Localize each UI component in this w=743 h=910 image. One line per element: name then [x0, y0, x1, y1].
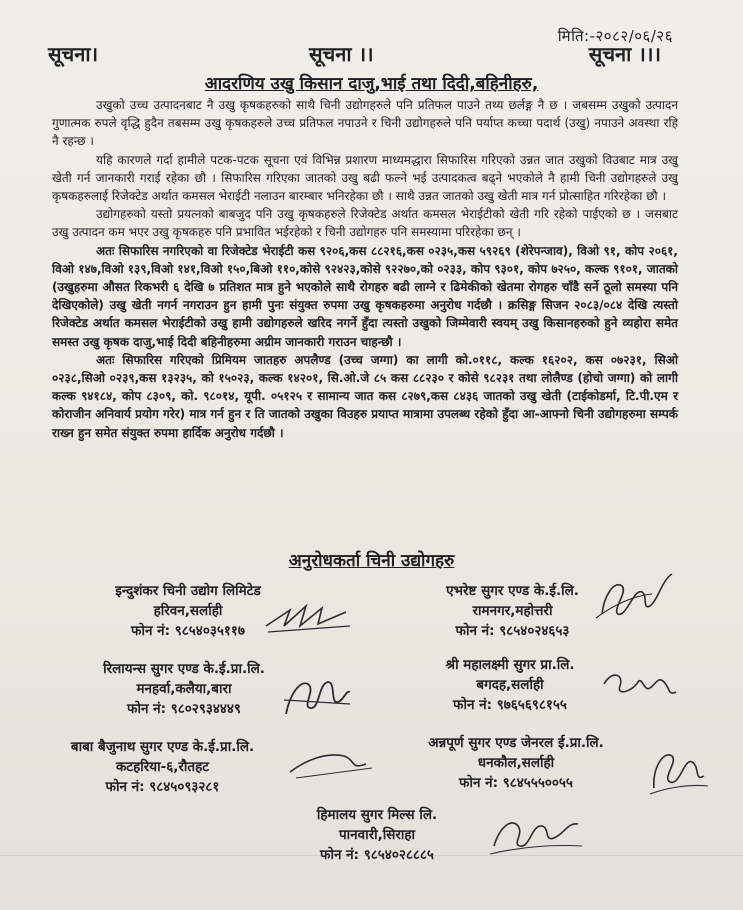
signature-induishankar: [262, 596, 354, 636]
company-phone: फोन नं: ९८५४०२४६५३: [455, 623, 570, 639]
company-address: मनहर्वा,कलैया,बारा: [136, 681, 232, 697]
company-address: हरिवन,सर्लाही: [153, 603, 223, 619]
paragraph-5-recommended-varieties: अतः सिफारिस गरिएको प्रिमियम जातहरु अपलैण्ड (उच्च जग्गा) का लागी को.०११८, कल्क १६२०२, कस ०७२३१, सिओ ०२३८,सिओ ०२३९,कस १३२३५, को १५०२३, कल्क १४२०१, सि.ओ.जे ८५ कस ८८२३० र कोसे ९८२३१ तथा लोलैण्ड (होचो जग्गा) को लागी कल्क ९४१८४, कोप ८३०९, को. ९८०१४, यूपी. ०५१२५ र सामान्य जात कस ८२७९,कस ८४३६ जातको उखु खेती (टाईकोडर्मा, टि.पी.एम र कोराजीन अनिवार्य प्रयोग गरेर) मात्र गर्न हुन र ति जातको उखुका विउहरु प्रयाप्त मात्रामा उपलब्ध रहेको हुँदा आ-आफ्नो चिनी उद्योगहरुमा सम्पर्क राख्न हुन समेत संयुक्त रुपमा हार्दिक अनुरोध गर्दछौ ।: [52, 352, 678, 440]
company-phone: फोन नं: ९८४५५५००५५: [459, 775, 573, 791]
signature-baba-baijunath: [286, 742, 376, 782]
company-block: [392, 733, 640, 793]
notice-heading-right: सूचना ।।।: [588, 42, 661, 66]
company-address: धनकौल,सर्लाही: [477, 755, 555, 771]
signature-reliance: [280, 670, 354, 720]
paragraph-2: यहि कारणले गर्दा हामीले पटक-पटक सूचना एवं विभिन्न प्रशारण माध्यमद्धारा सिफारिस गरिएको उन्नत जात उखुको विउबाट मात्र उखु खेती गर्न जानकारी गराई रहेका छौ । सिफारिस गरिएका जातको उखु बढी फल्ने भई उत्पादकत्व बढ्ने भएकोले नै हामी चिनी उद्योगहरुले उखु कृषकहरुलाई रिजेक्टेड अर्थात कमसल भेराईटी नलाउन बारम्बार भनिरहेका छौ । साथै उन्नत जातको उखु खेती मात्र गर्न प्रोत्साहित गरिरहेका छौ ।: [52, 152, 678, 204]
company-block: [405, 581, 620, 641]
company-address: बगदह,सर्लाही: [476, 677, 544, 693]
company-name: हिमालय सुगर मिल्स लि.: [316, 807, 438, 823]
company-address: पानवारी,सिराहा: [338, 827, 416, 843]
company-name: इन्दुशंकर चिनी उद्योग लिमिटेड: [115, 583, 261, 599]
company-address: कटहरिया-६,रौतहट: [115, 759, 210, 775]
company-name: अन्नपूर्ण सुगर एण्ड जेनरल ई.प्रा.लि.: [428, 735, 604, 751]
paragraph-3: उद्योगहरुको यस्तो प्रयत्नको बाबजुद पनि उखु कृषकहरुले रिजेक्टेड अर्थात कमसल भेराईटीको खेती गरि रहेको पाईएको छ । जसबाट उखु उत्पादन कम भएर उखु कृषकहरु पनि प्रभावित भईरहेको र चिनी उद्योगहरु पनि समस्यामा परिरहेका छन् ।: [52, 207, 678, 240]
paper-fold-line: [0, 855, 743, 856]
signature-himalaya: [486, 808, 586, 858]
salutation-headline: आदरणिय उखु किसान दाजु,भाई तथा दिदी,बहिनीहरु,: [204, 74, 539, 94]
signature-mahalaxmi: [598, 662, 680, 704]
company-phone: फोन नं: ९८५४०२८८८५: [320, 847, 434, 863]
company-name: रिलायन्स सुगर एण्ड के.ई.प्रा.लि.: [103, 661, 265, 677]
signature-everest: [592, 566, 678, 624]
paragraph-1: उखुको उच्च उत्पादनबाट नै उखु कृषकहरुको साथै चिनी उद्योगहरुले पनि प्रतिफल पाउने तथ्य छर्लङ्ग नै छ । जबसम्म उखुको उत्पादन गुणात्मक रुपले वृद्धि हुदैन तबसम्म उखु कृषकहरुले उच्च प्रतिफल नपाउने र चिनी उद्योगहरुले पनि पर्याप्त कच्चा पदार्थ (उखु) नपाउने अवस्था रहि नै रहन्छ ।: [52, 98, 678, 149]
notice-heading-left: सूचना।: [48, 42, 99, 66]
paragraph-4-rejected-varieties: अतः सिफारिस नगरिएको वा रिजेक्टेड भेराईटी कस ९२०६,कस ८८२१६,कस ०२३५,कस ५९२६९ (शेरेपन्जाव), विओ ९१, कोप २०६१, विओ १४७,विओ १३९,विओ १४१,विओ १५०,बिओ ११०,कोसे ९२४२३,कोसे ९२२७०,को ०२३३, कोप ९३०१, कोप ७२५०, कल्क ९१०१, जातको (उखुहरुमा औसत रिकभरी ६ देखि ७ प्रतिशत मात्र हुने भएकोले साथै रोगहरु बढी लाग्ने र ढिमेकीको खेतमा रोगहरु चाँडै सर्ने ठूलो समस्या पनि देखिएकोले) उखु खेती नगर्न नगराउन हुन हामी पुनः संयुक्त रुपमा उखु कृषकहरुमा अनुरोध गर्दछौ । क्रसिङ्ग सिजन २०८३/०८४ देखि त्यस्तो रिजेक्टेड अर्थात कमसल भेराईटीको उखु हामी उद्योगहरुले खरिद नगर्ने हुँदा त्यस्तो उखुको जिम्मेवारी स्वयम् उखु किसानहरुको हुने व्यहोरा समेत समस्त उखु कृषक दाजु,भाई दिदी बहिनीहरुमा अग्रीम जानकारी गराउन चाहन्छौ ।: [52, 243, 678, 349]
signature-annapurna: [644, 738, 714, 798]
notice-body: [52, 96, 678, 442]
company-block: [55, 737, 270, 797]
company-block: [68, 659, 300, 719]
company-address: रामनगर,महोत्तरी: [472, 603, 553, 619]
company-phone: फोन नं: ९८०२९३४४४९: [127, 701, 241, 717]
company-name: श्री महालक्ष्मी सुगर प्रा.लि.: [445, 657, 575, 673]
company-phone: फोन नं: ९७६५६९८१५५: [453, 697, 567, 713]
date-label: मिति:-२०८२/०६/२६: [557, 27, 673, 45]
company-name: बाबा बैजुनाथ सुगर एण्ड के.ई.प्रा.लि.: [70, 739, 255, 755]
notice-heading-center: सूचना ।।: [309, 42, 374, 66]
company-block: [262, 805, 492, 865]
company-block: [400, 655, 620, 715]
company-name: एभरेष्ट सुगर एण्ड के.ई.लि.: [446, 583, 579, 599]
company-phone: फोन नं: ९८४५०९३२८१: [105, 779, 220, 795]
company-phone: फोन नं: ९८५४०३५११७: [131, 623, 245, 639]
requesters-title: अनुरोधकर्ता चिनी उद्योगहरु: [288, 551, 455, 571]
